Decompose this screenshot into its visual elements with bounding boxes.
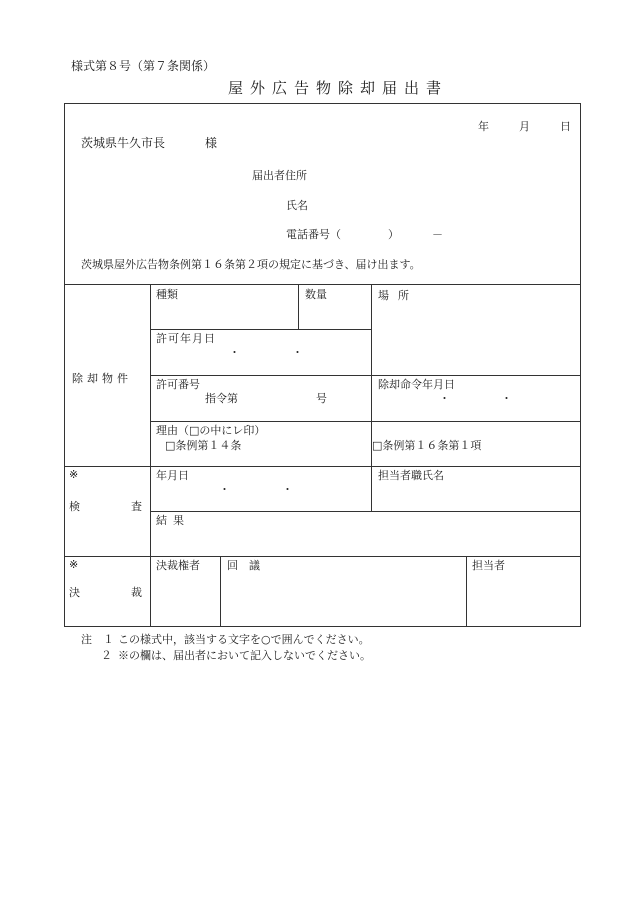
approval-officer-label: 担当者	[472, 559, 505, 572]
inspection-date-dot-1: ・	[219, 483, 230, 496]
address-label: 届出者住所	[252, 169, 307, 182]
permit-number-label: 許可番号	[156, 378, 200, 391]
divider-label-column	[150, 284, 151, 627]
approval-authority-label: 決裁権者	[156, 559, 200, 572]
divider-inspection-date-row	[150, 511, 581, 512]
reason-option-article-16: □条例第１６条第１項	[372, 439, 482, 452]
day-label: 日	[560, 120, 571, 133]
divider-removal-section	[64, 466, 581, 467]
permit-date-dot-1: ・	[229, 346, 240, 359]
form-frame	[64, 103, 581, 627]
honorific: 様	[205, 136, 218, 150]
note-2-prefix: ２	[101, 649, 112, 662]
inspection-officer-label: 担当者職氏名	[378, 469, 444, 482]
form-reference: 様式第８号（第７条関係）	[71, 59, 216, 73]
approval-label-2: 裁	[131, 586, 142, 599]
divider-permit-date-row	[150, 375, 581, 376]
approval-mark: ※	[69, 558, 79, 571]
permit-number-suffix: 号	[316, 392, 327, 405]
divider-inspection-section	[64, 556, 581, 557]
approval-circulation-label: 回議	[227, 559, 271, 572]
order-date-dot-2: ・	[501, 392, 512, 405]
name-label: 氏名	[286, 199, 308, 212]
inspection-label-1: 検	[69, 500, 80, 513]
order-date-label: 除却命令年月日	[378, 378, 455, 391]
approval-label-1: 決	[69, 586, 80, 599]
inspection-date-label: 年月日	[156, 469, 189, 482]
note-1-prefix: 注 １	[81, 633, 114, 646]
statement: 茨城県屋外広告物条例第１６条第２項の規定に基づき、届け出ます。	[81, 258, 421, 271]
divider-inspection-date-officer	[371, 466, 372, 511]
note-1: この様式中，該当する文字を○で囲んでください。	[118, 633, 370, 646]
note-2: ※の欄は、届出者において記入しないでください。	[118, 649, 371, 662]
inspection-result-label: 結果	[156, 514, 190, 527]
type-label: 種類	[156, 288, 178, 301]
inspection-mark: ※	[69, 468, 79, 481]
year-label: 年	[478, 120, 489, 133]
divider-circulation-officer	[466, 556, 467, 627]
phone-label: 電話番号（	[286, 228, 341, 241]
divider-type-quantity	[298, 284, 299, 329]
divider-type-row	[150, 329, 372, 330]
reason-option-article-14: □条例第１４条	[165, 439, 242, 452]
reason-label: 理由（□の中にレ印）	[156, 424, 266, 437]
location-label: 場所	[378, 289, 418, 302]
quantity-label: 数量	[305, 288, 327, 301]
removal-section-label: 除却物件	[72, 372, 132, 385]
permit-date-dot-2: ・	[292, 346, 303, 359]
order-date-dot-1: ・	[439, 392, 450, 405]
permit-date-label: 許可年月日	[156, 332, 216, 345]
addressee: 茨城県牛久市長	[81, 136, 166, 150]
month-label: 月	[519, 120, 530, 133]
page-title: 屋外広告物除却届出書	[228, 79, 449, 97]
permit-number-prefix: 指令第	[205, 392, 238, 405]
inspection-label-2: 査	[131, 500, 142, 513]
divider-authority-circulation	[220, 556, 221, 627]
inspection-date-dot-2: ・	[282, 483, 293, 496]
phone-dash: －	[432, 228, 443, 241]
divider-permit-no-row	[150, 421, 581, 422]
divider-applicant	[64, 284, 581, 285]
phone-close-paren: ）	[388, 228, 399, 241]
